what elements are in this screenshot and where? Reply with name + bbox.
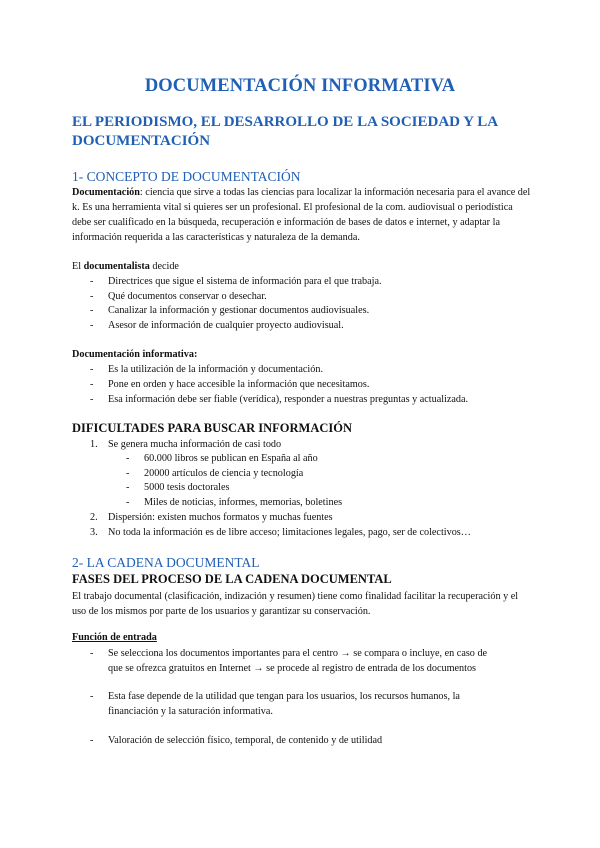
list-item-line: financiación y la saturación informativa. (108, 706, 273, 717)
list-dash: - (90, 648, 94, 659)
list-item: Pone en orden y hace accesible la información que necesitamos. (108, 379, 370, 390)
entrada-heading (72, 632, 157, 643)
definition-text: : ciencia que sirve a todas las ciencias para localizar la información necesaria para el avance del k. Es una herramienta vital si quieres ser un profesional. El profesional de la com. audiovisual o periodística debe ser cualificado en la búsqueda, recuperación e información de bases de datos e internet, y adaptar la información requerida a las características y naturaleza de la demanda. (72, 187, 531, 243)
list-dash: - (90, 394, 94, 405)
list-item: Se genera mucha información de casi todo (108, 439, 282, 450)
fases-paragraph: El trabajo documental (clasificación, indización y resumen) tiene como finalidad facilitar la recuperación y el uso de los mismos por parte de los usuarios y garantizar su conservación. (72, 591, 519, 617)
list-item-line: Esta fase depende de la utilidad que tengan para los usuarios, los recursos humanos, la (108, 691, 460, 702)
list-item: No toda la información es de libre acceso; limitaciones legales, pago, ser de colectivos… (108, 527, 471, 538)
list-item: Qué documentos conservar o desechar. (108, 291, 267, 302)
main-heading: EL PERIODISMO, EL DESARROLLO DE LA SOCIEDAD Y LA DOCUMENTACIÓN (72, 114, 498, 149)
list-number: 2. (90, 512, 98, 523)
definition-paragraph (72, 185, 532, 245)
entrada-heading-text: Función de entrada (72, 632, 157, 643)
section2-heading: 2- LA CADENA DOCUMENTAL (72, 555, 260, 570)
list-item-line: Se selecciona los documentos importantes para el centro → se compara o incluye, en caso de (108, 648, 488, 659)
intro-text-b: decide (149, 261, 179, 272)
list-dash: - (90, 379, 94, 390)
list-number: 1. (90, 439, 98, 450)
list-dash: - (90, 320, 94, 331)
list-dash: - (126, 453, 130, 464)
documentalista-intro (72, 261, 179, 272)
dificultades-heading: DIFICULTADES PARA BUSCAR INFORMACIÓN (72, 421, 353, 435)
list-dash: - (126, 468, 130, 479)
list-item: Directrices que sigue el sistema de información para el que trabaja. (108, 276, 382, 287)
document-title: DOCUMENTACIÓN INFORMATIVA (144, 76, 456, 96)
sub-list-item: Miles de noticias, informes, memorias, boletines (144, 497, 343, 508)
sub-list-item: 60.000 libros se publican en España al año (144, 453, 318, 464)
list-item: Asesor de información de cualquier proyecto audiovisual. (108, 320, 344, 331)
list-dash: - (126, 482, 130, 493)
list-dash: - (90, 735, 94, 746)
fases-heading: FASES DEL PROCESO DE LA CADENA DOCUMENTAL (72, 572, 392, 586)
list-dash: - (90, 691, 94, 702)
section1-heading: 1- CONCEPTO DE DOCUMENTACIÓN (72, 169, 301, 184)
list-number: 3. (90, 527, 98, 538)
list-dash: - (90, 305, 94, 316)
list-item: Canalizar la información y gestionar documentos audiovisuales. (108, 305, 370, 316)
informativa-heading-text: Documentación informativa: (72, 349, 198, 360)
intro-text-a: El (72, 261, 84, 272)
documentalista-term: documentalista (83, 261, 150, 272)
list-item-line: que se ofrezca gratuitos en Internet → se procede al registro de entrada de los documentos (108, 663, 477, 674)
list-item: Es la utilización de la información y documentación. (108, 364, 323, 375)
list-item: Valoración de selección físico, temporal, de contenido y de utilidad (108, 735, 383, 746)
list-dash: - (126, 497, 130, 508)
sub-list-item: 20000 artículos de ciencia y tecnología (144, 468, 304, 479)
list-dash: - (90, 291, 94, 302)
informativa-heading (72, 349, 197, 360)
list-dash: - (90, 276, 94, 287)
sub-list-item: 5000 tesis doctorales (144, 482, 230, 493)
list-item: Dispersión: existen muchos formatos y muchas fuentes (108, 512, 333, 523)
definition-term: Documentación (72, 187, 140, 198)
list-dash: - (90, 364, 94, 375)
list-item: Esa información debe ser fiable (verídica), responder a nuestras preguntas y actualizada. (108, 394, 469, 405)
